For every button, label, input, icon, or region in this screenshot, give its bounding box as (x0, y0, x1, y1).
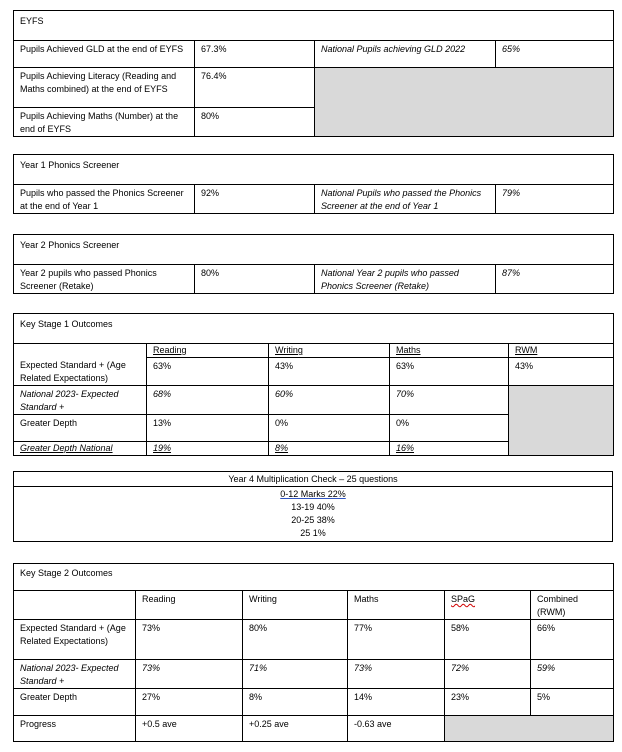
mtc-line-3: 25 1% (300, 527, 326, 538)
mtc-line-0 (20, 488, 606, 501)
eyfs-gld-label: Pupils Achieved GLD at the end of EYFS (14, 41, 195, 68)
y1-national-value: 79% (496, 185, 614, 214)
eyfs-title: EYFS (14, 11, 614, 41)
ks1-table (13, 313, 614, 456)
ks2-national-combined: 59% (531, 660, 614, 689)
ks2-progress-reading: +0.5 ave (136, 716, 243, 742)
ks2-expected-writing: 80% (243, 620, 348, 660)
ks2-gd-spag: 23% (445, 689, 531, 716)
y1-label: Pupils who passed the Phonics Screener at the end of Year 1 (14, 185, 195, 214)
ks1-expected-maths: 63% (390, 357, 509, 386)
ks2-national-reading: 73% (136, 660, 243, 689)
y2-label: Year 2 pupils who passed Phonics Screener (Retake) (14, 265, 195, 294)
ks1-gd-maths: 0% (390, 415, 509, 442)
ks1-gd-writing: 0% (269, 415, 390, 442)
ks2-gd-reading: 27% (136, 689, 243, 716)
eyfs-maths-value: 80% (195, 108, 315, 137)
mtc-line-2: 20-25 38% (291, 514, 335, 525)
y1-national-label: National Pupils who passed the Phonics Screener at the end of Year 1 (315, 185, 496, 214)
y1-title: Year 1 Phonics Screener (14, 155, 614, 185)
ks2-national-spag: 72% (445, 660, 531, 689)
eyfs-table (13, 10, 614, 137)
ks2-expected-reading: 73% (136, 620, 243, 660)
ks1-expected-rwm: 43% (509, 357, 614, 386)
ks2-header-spag: SPaG (445, 591, 531, 620)
eyfs-gld-value: 67.3% (195, 41, 315, 68)
y2-value: 80% (195, 265, 315, 294)
ks1-header-reading: Reading (147, 344, 269, 358)
eyfs-literacy-label: Pupils Achieving Literacy (Reading and Maths combined) at the end of EYFS (14, 68, 195, 108)
mtc-line-1: 13-19 40% (291, 501, 335, 512)
ks1-corner (14, 344, 147, 358)
ks2-expected-maths: 77% (348, 620, 445, 660)
y2-national-value: 87% (496, 265, 614, 294)
ks1-title: Key Stage 1 Outcomes (14, 314, 614, 344)
y2-title: Year 2 Phonics Screener (14, 235, 614, 265)
ks1-expected-writing: 43% (269, 357, 390, 386)
eyfs-maths-label: Pupils Achieving Maths (Number) at the end of EYFS (14, 108, 195, 137)
ks1-gd-label: Greater Depth (14, 415, 147, 442)
y1-phonics-table (13, 154, 614, 214)
y1-value: 92% (195, 185, 315, 214)
ks1-gd-national-maths: 16% (390, 442, 509, 456)
ks2-progress-maths: -0.63 ave (348, 716, 445, 742)
ks2-gd-writing: 8% (243, 689, 348, 716)
ks2-header-maths: Maths (348, 591, 445, 620)
ks2-gd-label: Greater Depth (14, 689, 136, 716)
ks1-national-reading: 68% (147, 386, 269, 415)
ks2-gd-combined: 5% (531, 689, 614, 716)
ks2-national-label: National 2023- Expected Standard + (14, 660, 136, 689)
y2-national-label: National Year 2 pupils who passed Phonics Screener (Retake) (315, 265, 496, 294)
y2-phonics-table (13, 234, 614, 294)
ks2-header-combined: Combined (RWM) (531, 591, 614, 620)
ks1-header-maths: Maths (390, 344, 509, 358)
ks1-national-maths: 70% (390, 386, 509, 415)
ks1-expected-label: Expected Standard + (Age Related Expectations) (14, 357, 147, 386)
ks2-gd-maths: 14% (348, 689, 445, 716)
mtc-lines (14, 486, 613, 541)
eyfs-national-value: 65% (496, 41, 614, 68)
grey-cell (445, 716, 614, 742)
ks2-national-writing: 71% (243, 660, 348, 689)
ks2-expected-combined: 66% (531, 620, 614, 660)
mtc-title: Year 4 Multiplication Check – 25 questions (14, 472, 613, 487)
ks2-progress-writing: +0.25 ave (243, 716, 348, 742)
ks1-header-rwm: RWM (509, 344, 614, 358)
ks2-title: Key Stage 2 Outcomes (14, 564, 614, 591)
ks2-table (13, 563, 614, 742)
eyfs-national-label: National Pupils achieving GLD 2022 (315, 41, 496, 68)
ks1-gd-national-reading: 19% (147, 442, 269, 456)
ks2-progress-label: Progress (14, 716, 136, 742)
grey-cell (315, 68, 614, 137)
mtc-table (13, 471, 613, 542)
ks1-expected-reading: 63% (147, 357, 269, 386)
ks2-expected-label: Expected Standard + (Age Related Expectations) (14, 620, 136, 660)
ks2-national-maths: 73% (348, 660, 445, 689)
ks2-header-reading: Reading (136, 591, 243, 620)
ks1-gd-national-label: Greater Depth National (14, 442, 147, 456)
ks1-gd-national-writing: 8% (269, 442, 390, 456)
ks2-corner (14, 591, 136, 620)
ks2-header-writing: Writing (243, 591, 348, 620)
ks1-national-writing: 60% (269, 386, 390, 415)
eyfs-literacy-value: 76.4% (195, 68, 315, 108)
mtc-line-0-text: 0-12 Marks 22% (280, 488, 346, 499)
ks2-expected-spag: 58% (445, 620, 531, 660)
ks1-header-writing: Writing (269, 344, 390, 358)
ks1-gd-reading: 13% (147, 415, 269, 442)
grey-cell (509, 386, 614, 456)
ks1-national-label: National 2023- Expected Standard + (14, 386, 147, 415)
